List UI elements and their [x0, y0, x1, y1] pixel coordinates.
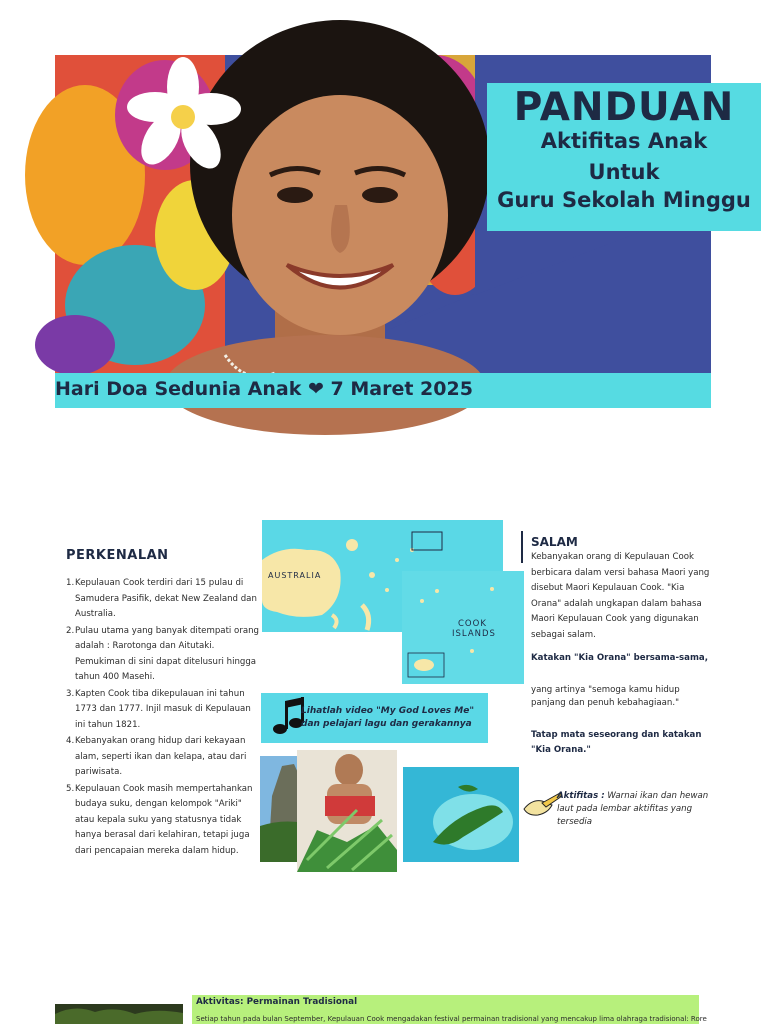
map-inset-graphic: [402, 571, 524, 684]
activity-box-text: Setiap tahun pada bulan September, Kepulauan Cook mengadakan festival permainan tradisional yang mencakup lima olahraga tradisional: Rore: [196, 1015, 707, 1023]
list-text: Kepulauan Cook terdiri dari 15 pulau di Samudera Pasifik, dekat New Zealand dan Australia.: [75, 578, 257, 619]
island-aerial-photo: [403, 767, 519, 862]
activity-box: [192, 995, 707, 1024]
salam-heading: SALAM: [531, 535, 578, 549]
australia-label: AUSTRALIA: [268, 571, 322, 580]
list-text: Kapten Cook tiba dikepulauan ini tahun 1773 dan 1777. Injil masuk di Kepulauan ini tahun 1821.: [75, 688, 251, 730]
salam-paragraph-4: Tatap mata seseorang dan katakan "Kia Orana.": [531, 730, 702, 755]
list-number: 1.: [66, 578, 75, 588]
list-item: [66, 782, 262, 860]
cook-islands-map: [402, 571, 524, 684]
date-text: [55, 378, 473, 400]
music-note-icon: [271, 695, 305, 739]
activity-note: [557, 790, 713, 829]
hero-title: PANDUAN: [513, 85, 735, 130]
activity-text: Warnai ikan dan hewan laut pada lembar aktifitas yang tersedia: [557, 791, 709, 827]
hero-subtitle-1: Aktifitas Anak: [540, 129, 708, 153]
hero-subtitle-2: Untuk: [588, 160, 660, 184]
list-number: 5.: [66, 783, 75, 794]
intro-heading: PERKENALAN: [66, 548, 169, 563]
palm-photo: [55, 1004, 183, 1024]
list-text: Pulau utama yang banyak ditempati orang adalah : Rarotonga dan Aitutaki. Pemukiman di sini dapat ditelusuri hingga tahun 400 Masehi.: [75, 625, 260, 682]
date-bar: [55, 373, 711, 408]
salam-paragraph-3: yang artinya "semoga kamu hidup panjang dan penuh kebahagiaan.": [531, 685, 680, 708]
intro-list: [66, 576, 262, 860]
list-number: 3.: [66, 688, 75, 699]
weaving-man-photo: [297, 750, 397, 872]
heart-icon: ❤: [307, 378, 324, 400]
cook-label-line1: COOK: [458, 619, 487, 629]
video-line-1: Lihatlah video "My God Loves Me": [301, 706, 475, 716]
list-number: 4.: [66, 736, 75, 746]
activity-label: Aktifitas :: [557, 791, 605, 801]
cook-label-line2: ISLANDS: [452, 629, 496, 639]
video-line-2: dan pelajari lagu dan gerakannya: [301, 719, 472, 729]
list-text: Kebanyakan orang hidup dari kekayaan alam, seperti ikan dan kelapa, atau dari pariwisata.: [75, 736, 247, 777]
video-text: [301, 705, 474, 731]
list-item: [66, 576, 262, 623]
list-item: [66, 687, 262, 734]
salam-divider: [521, 531, 523, 563]
bottom-photo: [55, 1004, 183, 1024]
hero-banner: [55, 55, 751, 373]
event-name: Hari Doa Sedunia Anak: [55, 378, 302, 400]
event-date: 7 Maret 2025: [330, 378, 473, 400]
hero-subtitle-3: Guru Sekolah Minggu: [497, 188, 751, 212]
list-text: Kepulauan Cook masih mempertahankan budaya suku, dengan kelompok "Ariki" atau kepala suku yang statusnya tidak hanya berasal dari kelahiran, tetapi juga dari pencapaian mereka dalam hidup.: [75, 783, 253, 856]
list-item: [66, 734, 262, 781]
salam-paragraph-2: Katakan "Kia Orana" bersama-sama,: [531, 653, 708, 663]
list-number: 2.: [66, 625, 75, 636]
video-banner[interactable]: [261, 693, 488, 743]
salam-paragraph-1: Kebanyakan orang di Kepulauan Cook berbicara dalam versi bahasa Maori yang disebut Maori Kepulauan Cook. "Kia Orana" adalah ungkapan dalam bahasa Maori Kepulauan Cook yang digunakan sebagai salam.: [531, 552, 710, 640]
list-item: [66, 624, 262, 686]
activity-box-title: Aktivitas: Permainan Tradisional: [196, 997, 358, 1007]
